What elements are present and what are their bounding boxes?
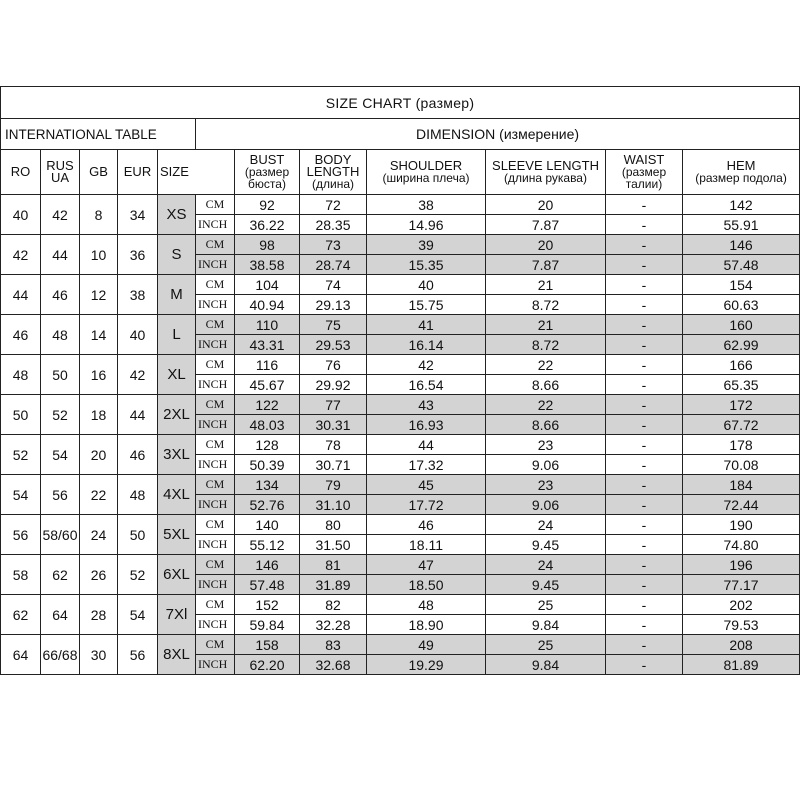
cell-value: 32.28 <box>300 615 367 635</box>
size-chart-table <box>0 86 800 675</box>
header-bust <box>235 150 300 195</box>
cell-value: 55.91 <box>683 215 800 235</box>
cell-value: 81.89 <box>683 655 800 675</box>
header-hem-sub: (размер подола) <box>695 171 787 185</box>
cell-value: 18.90 <box>367 615 486 635</box>
cell-value: 92 <box>235 195 300 215</box>
cell-value: 142 <box>683 195 800 215</box>
cell-value: 60.63 <box>683 295 800 315</box>
cell-value: 77 <box>300 395 367 415</box>
cell-eur: 44 <box>118 395 158 435</box>
cell-value: 40 <box>367 275 486 295</box>
cell-value: 16.93 <box>367 415 486 435</box>
cell-value: 110 <box>235 315 300 335</box>
cell-value: 9.45 <box>486 535 606 555</box>
cell-value: 128 <box>235 435 300 455</box>
unit-inch: INCH <box>196 615 235 635</box>
unit-inch: INCH <box>196 535 235 555</box>
cell-value: 8.66 <box>486 375 606 395</box>
cell-size: 4XL <box>158 475 196 515</box>
cell-value: 40.94 <box>235 295 300 315</box>
cell-size: L <box>158 315 196 355</box>
cell-value: 55.12 <box>235 535 300 555</box>
cell-value: 98 <box>235 235 300 255</box>
unit-inch: INCH <box>196 655 235 675</box>
header-shoulder <box>367 150 486 195</box>
cell-value: 38.58 <box>235 255 300 275</box>
cell-value: - <box>606 435 683 455</box>
cell-value: 15.75 <box>367 295 486 315</box>
table-row <box>1 315 800 335</box>
cell-value: 74.80 <box>683 535 800 555</box>
cell-value: - <box>606 235 683 255</box>
cell-size: S <box>158 235 196 275</box>
cell-value: 28.74 <box>300 255 367 275</box>
unit-cm: CM <box>196 355 235 375</box>
unit-cm: CM <box>196 395 235 415</box>
cell-value: 80 <box>300 515 367 535</box>
header-body-length <box>300 150 367 195</box>
cell-rus: 66/68 <box>41 635 80 675</box>
cell-value: 20 <box>486 195 606 215</box>
unit-cm: CM <box>196 195 235 215</box>
cell-value: - <box>606 415 683 435</box>
cell-value: 18.11 <box>367 535 486 555</box>
cell-value: 116 <box>235 355 300 375</box>
cell-gb: 24 <box>80 515 118 555</box>
cell-value: 39 <box>367 235 486 255</box>
cell-eur: 54 <box>118 595 158 635</box>
cell-value: 30.71 <box>300 455 367 475</box>
cell-value: 62.20 <box>235 655 300 675</box>
header-body-length-sub: (длина) <box>312 177 354 191</box>
cell-gb: 26 <box>80 555 118 595</box>
cell-value: 19.29 <box>367 655 486 675</box>
cell-value: 9.84 <box>486 615 606 635</box>
cell-value: - <box>606 595 683 615</box>
cell-value: 9.84 <box>486 655 606 675</box>
cell-value: - <box>606 515 683 535</box>
unit-cm: CM <box>196 555 235 575</box>
cell-value: 28.35 <box>300 215 367 235</box>
cell-value: 160 <box>683 315 800 335</box>
cell-ro: 42 <box>1 235 41 275</box>
cell-value: 31.89 <box>300 575 367 595</box>
cell-value: - <box>606 255 683 275</box>
cell-gb: 20 <box>80 435 118 475</box>
cell-value: 81 <box>300 555 367 575</box>
cell-ro: 58 <box>1 555 41 595</box>
cell-gb: 30 <box>80 635 118 675</box>
header-sleeve-label: SLEEVE LENGTH <box>492 158 599 173</box>
header-bust-sub: (размер бюста) <box>244 165 290 191</box>
cell-ro: 40 <box>1 195 41 235</box>
cell-value: 184 <box>683 475 800 495</box>
cell-value: 23 <box>486 475 606 495</box>
header-hem-label: HEM <box>726 158 756 173</box>
cell-eur: 38 <box>118 275 158 315</box>
cell-value: 77.17 <box>683 575 800 595</box>
cell-value: 9.06 <box>486 455 606 475</box>
cell-value: 65.35 <box>683 375 800 395</box>
cell-value: 30.31 <box>300 415 367 435</box>
cell-value: 152 <box>235 595 300 615</box>
header-rus-label: RUS UA <box>46 158 74 185</box>
cell-value: 16.14 <box>367 335 486 355</box>
cell-eur: 52 <box>118 555 158 595</box>
international-table-label: INTERNATIONAL TABLE <box>1 119 196 150</box>
unit-inch: INCH <box>196 415 235 435</box>
cell-size: 3XL <box>158 435 196 475</box>
cell-value: 15.35 <box>367 255 486 275</box>
cell-size: 2XL <box>158 395 196 435</box>
cell-value: 59.84 <box>235 615 300 635</box>
cell-value: - <box>606 375 683 395</box>
cell-value: 172 <box>683 395 800 415</box>
table-row <box>1 555 800 575</box>
cell-gb: 18 <box>80 395 118 435</box>
cell-value: 7.87 <box>486 215 606 235</box>
cell-value: - <box>606 355 683 375</box>
cell-value: 72 <box>300 195 367 215</box>
cell-size: 6XL <box>158 555 196 595</box>
cell-rus: 50 <box>41 355 80 395</box>
cell-rus: 52 <box>41 395 80 435</box>
cell-ro: 56 <box>1 515 41 555</box>
cell-value: 47 <box>367 555 486 575</box>
cell-value: 8.66 <box>486 415 606 435</box>
cell-value: 158 <box>235 635 300 655</box>
table-row <box>1 235 800 255</box>
cell-value: 44 <box>367 435 486 455</box>
cell-value: 31.50 <box>300 535 367 555</box>
cell-value: 45 <box>367 475 486 495</box>
cell-value: 75 <box>300 315 367 335</box>
cell-value: 22 <box>486 355 606 375</box>
header-rus <box>41 150 80 195</box>
cell-value: 18.50 <box>367 575 486 595</box>
cell-rus: 64 <box>41 595 80 635</box>
cell-eur: 48 <box>118 475 158 515</box>
cell-value: - <box>606 335 683 355</box>
cell-value: - <box>606 635 683 655</box>
cell-value: 45.67 <box>235 375 300 395</box>
unit-inch: INCH <box>196 335 235 355</box>
cell-value: - <box>606 455 683 475</box>
cell-value: 42 <box>367 355 486 375</box>
cell-value: 70.08 <box>683 455 800 475</box>
unit-cm: CM <box>196 315 235 335</box>
table-row <box>1 515 800 535</box>
cell-value: - <box>606 555 683 575</box>
cell-rus: 46 <box>41 275 80 315</box>
cell-value: 146 <box>235 555 300 575</box>
cell-value: 38 <box>367 195 486 215</box>
cell-value: 8.72 <box>486 335 606 355</box>
cell-value: 146 <box>683 235 800 255</box>
cell-eur: 34 <box>118 195 158 235</box>
unit-inch: INCH <box>196 255 235 275</box>
cell-ro: 44 <box>1 275 41 315</box>
cell-value: 72.44 <box>683 495 800 515</box>
cell-value: 76 <box>300 355 367 375</box>
cell-value: 46 <box>367 515 486 535</box>
cell-ro: 64 <box>1 635 41 675</box>
cell-value: - <box>606 315 683 335</box>
cell-value: 17.32 <box>367 455 486 475</box>
cell-ro: 52 <box>1 435 41 475</box>
cell-size: 8XL <box>158 635 196 675</box>
unit-cm: CM <box>196 515 235 535</box>
cell-gb: 22 <box>80 475 118 515</box>
cell-value: 79 <box>300 475 367 495</box>
cell-value: 49 <box>367 635 486 655</box>
cell-value: 57.48 <box>235 575 300 595</box>
header-bust-label: BUST <box>249 152 285 167</box>
cell-value: 23 <box>486 435 606 455</box>
table-row <box>1 355 800 375</box>
cell-rus: 42 <box>41 195 80 235</box>
table-row <box>1 475 800 495</box>
cell-rus: 54 <box>41 435 80 475</box>
cell-value: 20 <box>486 235 606 255</box>
header-size <box>158 150 235 195</box>
cell-gb: 10 <box>80 235 118 275</box>
cell-value: 29.13 <box>300 295 367 315</box>
cell-eur: 36 <box>118 235 158 275</box>
cell-value: - <box>606 215 683 235</box>
cell-rus: 58/60 <box>41 515 80 555</box>
cell-size: 7Xl <box>158 595 196 635</box>
cell-gb: 16 <box>80 355 118 395</box>
cell-eur: 40 <box>118 315 158 355</box>
unit-cm: CM <box>196 595 235 615</box>
header-shoulder-sub: (ширина плеча) <box>382 171 470 185</box>
header-shoulder-label: SHOULDER <box>389 158 463 173</box>
cell-value: 62.99 <box>683 335 800 355</box>
header-size-label: SIZE <box>160 164 189 179</box>
table-row <box>1 275 800 295</box>
unit-inch: INCH <box>196 455 235 475</box>
cell-size: XS <box>158 195 196 235</box>
cell-value: 22 <box>486 395 606 415</box>
cell-value: 31.10 <box>300 495 367 515</box>
cell-size: 5XL <box>158 515 196 555</box>
header-gb: GB <box>80 150 118 195</box>
table-row <box>1 595 800 615</box>
cell-value: 52.76 <box>235 495 300 515</box>
cell-value: 43 <box>367 395 486 415</box>
unit-inch: INCH <box>196 295 235 315</box>
cell-value: 32.68 <box>300 655 367 675</box>
cell-value: 166 <box>683 355 800 375</box>
cell-rus: 62 <box>41 555 80 595</box>
unit-cm: CM <box>196 435 235 455</box>
cell-eur: 56 <box>118 635 158 675</box>
table-row <box>1 635 800 655</box>
unit-cm: CM <box>196 275 235 295</box>
cell-eur: 50 <box>118 515 158 555</box>
cell-value: 57.48 <box>683 255 800 275</box>
cell-gb: 28 <box>80 595 118 635</box>
cell-value: 79.53 <box>683 615 800 635</box>
cell-value: 82 <box>300 595 367 615</box>
header-hem <box>683 150 800 195</box>
cell-value: - <box>606 195 683 215</box>
cell-value: 29.92 <box>300 375 367 395</box>
cell-value: 48.03 <box>235 415 300 435</box>
cell-eur: 42 <box>118 355 158 395</box>
cell-value: 24 <box>486 555 606 575</box>
unit-inch: INCH <box>196 215 235 235</box>
size-chart <box>0 86 800 675</box>
header-ro: RO <box>1 150 41 195</box>
header-body-length-label: BODY LENGTH <box>306 152 360 179</box>
cell-value: - <box>606 615 683 635</box>
cell-value: 41 <box>367 315 486 335</box>
cell-value: 178 <box>683 435 800 455</box>
cell-value: 48 <box>367 595 486 615</box>
header-sleeve <box>486 150 606 195</box>
unit-cm: CM <box>196 235 235 255</box>
cell-value: 134 <box>235 475 300 495</box>
cell-value: 78 <box>300 435 367 455</box>
cell-value: - <box>606 535 683 555</box>
cell-ro: 62 <box>1 595 41 635</box>
cell-value: 25 <box>486 595 606 615</box>
cell-value: 36.22 <box>235 215 300 235</box>
cell-value: - <box>606 275 683 295</box>
cell-value: - <box>606 295 683 315</box>
cell-value: 74 <box>300 275 367 295</box>
cell-value: 67.72 <box>683 415 800 435</box>
cell-size: XL <box>158 355 196 395</box>
header-sleeve-sub: (длина рукава) <box>504 171 587 185</box>
cell-value: 208 <box>683 635 800 655</box>
cell-gb: 8 <box>80 195 118 235</box>
dimension-label: DIMENSION (измерение) <box>196 119 800 150</box>
cell-rus: 48 <box>41 315 80 355</box>
cell-value: 202 <box>683 595 800 615</box>
header-eur: EUR <box>118 150 158 195</box>
header-waist <box>606 150 683 195</box>
cell-size: M <box>158 275 196 315</box>
cell-eur: 46 <box>118 435 158 475</box>
cell-value: 190 <box>683 515 800 535</box>
header-waist-label: WAIST <box>623 152 665 167</box>
cell-value: 21 <box>486 275 606 295</box>
cell-value: 29.53 <box>300 335 367 355</box>
unit-inch: INCH <box>196 495 235 515</box>
cell-value: 17.72 <box>367 495 486 515</box>
cell-value: 14.96 <box>367 215 486 235</box>
cell-value: 16.54 <box>367 375 486 395</box>
cell-value: 21 <box>486 315 606 335</box>
unit-cm: CM <box>196 475 235 495</box>
cell-value: 104 <box>235 275 300 295</box>
cell-value: 140 <box>235 515 300 535</box>
unit-cm: CM <box>196 635 235 655</box>
cell-value: - <box>606 475 683 495</box>
cell-rus: 44 <box>41 235 80 275</box>
cell-value: 196 <box>683 555 800 575</box>
cell-value: - <box>606 655 683 675</box>
cell-ro: 54 <box>1 475 41 515</box>
cell-value: - <box>606 495 683 515</box>
cell-value: 24 <box>486 515 606 535</box>
cell-gb: 12 <box>80 275 118 315</box>
unit-inch: INCH <box>196 575 235 595</box>
cell-rus: 56 <box>41 475 80 515</box>
cell-value: 7.87 <box>486 255 606 275</box>
cell-value: 8.72 <box>486 295 606 315</box>
cell-gb: 14 <box>80 315 118 355</box>
cell-value: 154 <box>683 275 800 295</box>
unit-inch: INCH <box>196 375 235 395</box>
cell-value: - <box>606 575 683 595</box>
table-row <box>1 435 800 455</box>
cell-value: 122 <box>235 395 300 415</box>
cell-value: 25 <box>486 635 606 655</box>
cell-ro: 48 <box>1 355 41 395</box>
cell-value: 50.39 <box>235 455 300 475</box>
cell-value: 43.31 <box>235 335 300 355</box>
chart-title: SIZE CHART (размер) <box>1 87 800 119</box>
header-waist-sub: (размер талии) <box>621 165 667 191</box>
cell-value: 73 <box>300 235 367 255</box>
cell-value: 9.06 <box>486 495 606 515</box>
cell-value: 9.45 <box>486 575 606 595</box>
table-row <box>1 395 800 415</box>
table-row <box>1 195 800 215</box>
cell-ro: 46 <box>1 315 41 355</box>
cell-value: 83 <box>300 635 367 655</box>
cell-value: - <box>606 395 683 415</box>
cell-ro: 50 <box>1 395 41 435</box>
